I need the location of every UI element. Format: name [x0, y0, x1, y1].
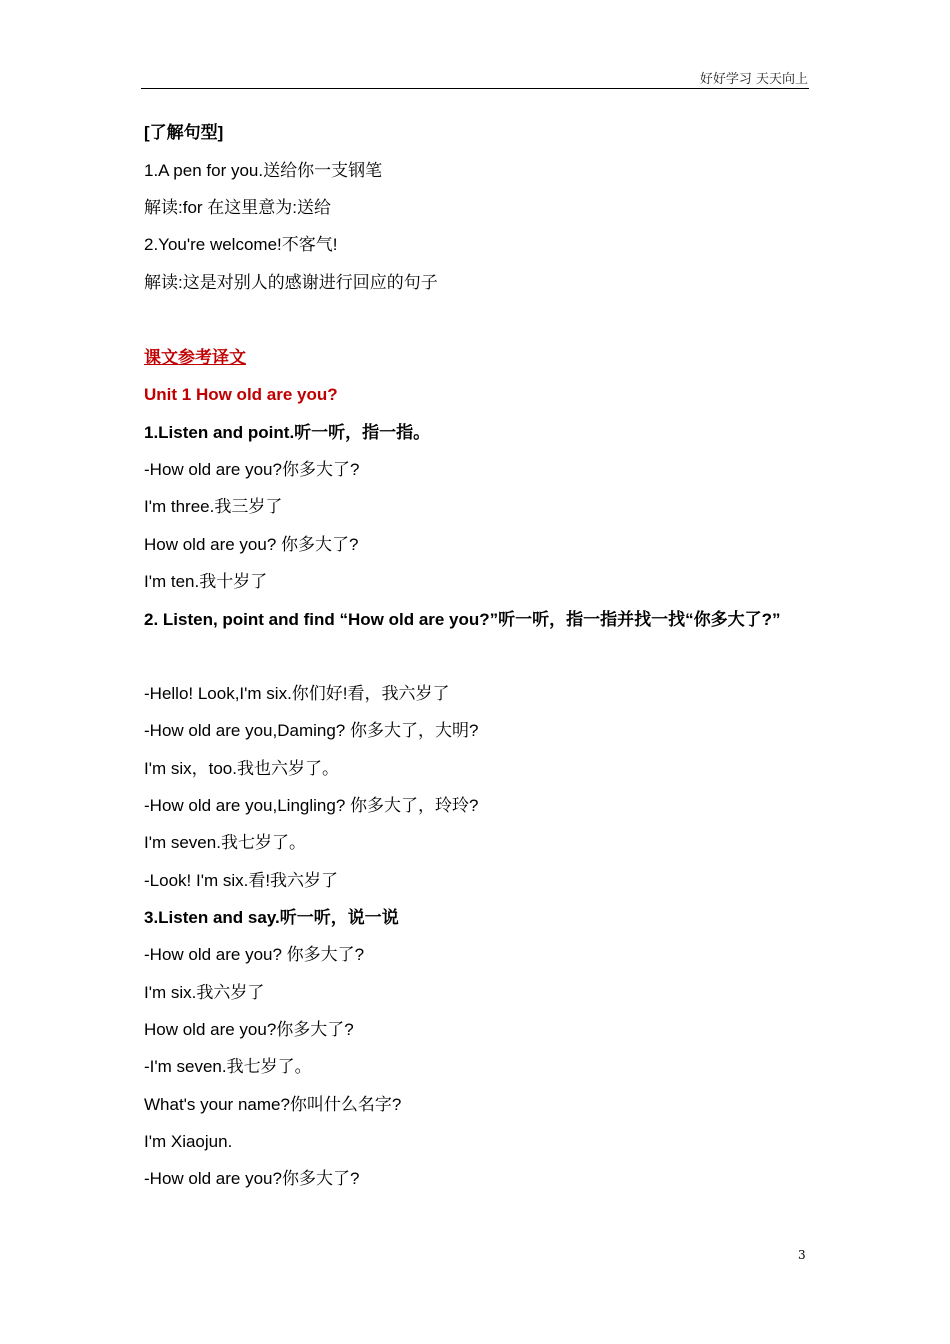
dialogue-line: -How old are you,Lingling? 你多大了，玲玲?: [144, 796, 479, 815]
dialogue-line: How old are you?你多大了?: [144, 1020, 354, 1039]
page-header-text: 好好学习 天天向上: [699, 72, 808, 87]
sentence-pattern-line: 解读:for 在这里意为:送给: [144, 198, 332, 217]
dialogue-line: -Look! I'm six.看!我六岁了: [144, 871, 339, 890]
dialogue-line: What's your name?你叫什么名字?: [144, 1095, 402, 1114]
part3-heading: 3.Listen and say.听一听，说一说: [144, 908, 399, 927]
dialogue-line: -How old are you,Daming? 你多大了，大明?: [144, 721, 479, 740]
sentence-pattern-line: 解读:这是对别人的感谢进行回应的句子: [144, 273, 438, 292]
dialogue-line: -How old are you?你多大了?: [144, 460, 360, 479]
dialogue-line: I'm six，too.我也六岁了。: [144, 759, 339, 778]
dialogue-line: -Hello! Look,I'm six.你们好!看，我六岁了: [144, 684, 450, 703]
part2-heading: 2. Listen, point and find “How old are you?”听一听，指一指并找一找“你多大了?”: [144, 610, 781, 629]
dialogue-line: I'm three.我三岁了: [144, 497, 283, 516]
dialogue-line: I'm six.我六岁了: [144, 983, 265, 1002]
dialogue-line: I'm Xiaojun.: [144, 1132, 233, 1151]
dialogue-line: I'm ten.我十岁了: [144, 572, 268, 591]
dialogue-line: -How old are you? 你多大了?: [144, 945, 365, 964]
sentence-pattern-line: 2.You're welcome!不客气!: [144, 235, 338, 254]
dialogue-line: -I'm seven.我七岁了。: [144, 1057, 312, 1076]
dialogue-line: How old are you? 你多大了?: [144, 535, 359, 554]
dialogue-line: I'm seven.我七岁了。: [144, 833, 306, 852]
sentence-patterns-heading: [了解句型]: [144, 123, 224, 142]
unit-title: Unit 1 How old are you?: [144, 385, 338, 404]
part1-heading: 1.Listen and point.听一听，指一指。: [144, 423, 431, 442]
sentence-pattern-line: 1.A pen for you.送给你一支钢笔: [144, 161, 383, 180]
page-number: 3: [798, 1248, 806, 1262]
header-divider: [141, 88, 809, 89]
translation-section-title: 课文参考译文: [144, 348, 246, 367]
dialogue-line: -How old are you?你多大了?: [144, 1169, 360, 1188]
